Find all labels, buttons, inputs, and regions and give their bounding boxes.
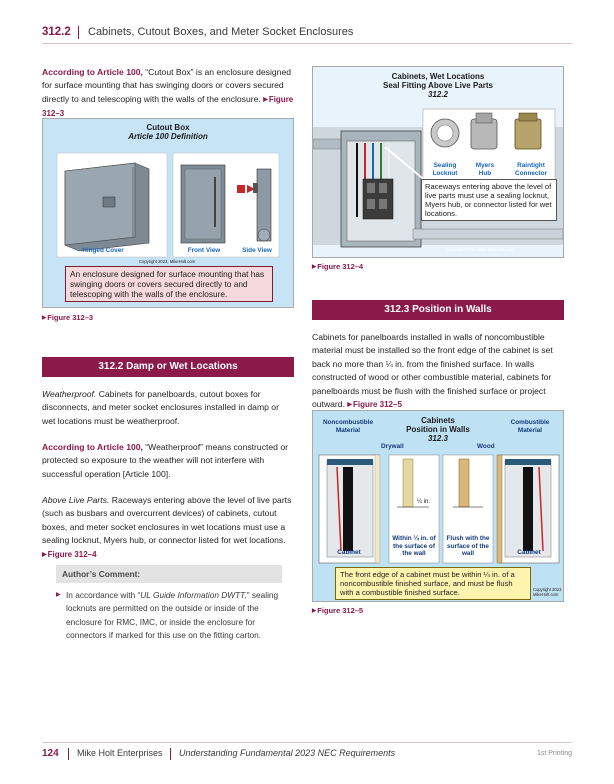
printing-edition: 1st Printing [536, 750, 572, 757]
figure-312-3 [42, 118, 294, 308]
header-title: Cabinets, Cutout Boxes, and Meter Socket Enclosures [88, 26, 354, 38]
footer-divider [170, 748, 171, 760]
figure-copyright: Copyright 2023, www.MikeHolt.com [447, 247, 514, 252]
raintight-connector-label: Raintight Connector [515, 162, 547, 177]
footer-rule [42, 742, 572, 743]
noncombustible-material-label: Noncombustible Material [322, 419, 374, 434]
paragraph-lead: According to Article 100, [42, 67, 143, 77]
header-rule [42, 43, 572, 44]
figure-title-line1: Cabinets, Wet Locations [391, 72, 485, 81]
paragraph-text: “Weatherproof” means constructed or protected so exposure to the weather will not interfere with successful operation [Article 100]. [42, 442, 288, 479]
figure-copyright: Copyright 2023, MikeHolt.com [139, 259, 196, 264]
within-quarter-inch-label: Within ¼ in. of the surface of the wall [392, 535, 436, 557]
figure-title-line2: Seal Fitting Above Live Parts [383, 81, 493, 90]
drywall-label: Drywall [381, 443, 404, 450]
paragraph-lead: Weatherproof. [42, 389, 97, 399]
figure-caption-312-3: ▶ Figure 312–3 [42, 313, 93, 322]
author-comment-pre: In accordance with “ [66, 590, 141, 600]
figure-reference-link[interactable]: ▶ Figure 312–3 [42, 95, 293, 118]
flush-with-surface-label: Flush with the surface of the wall [446, 535, 490, 557]
book-title: Understanding Fundamental 2023 NEC Requirements [179, 748, 396, 758]
hinged-cover-label: Hinged Cover [82, 247, 124, 254]
figure-title-line1: Cabinets [421, 416, 455, 425]
author-comment-post: ” sealing locknuts are permitted on the outside or inside of the enclosure for RMC, IMC, or inside the enclosure for connectors if marked for this use on the fitting carton. [66, 590, 279, 641]
paragraph-text: Cabinets for panelboards, cutout boxes for disconnects, and meter socket enclosures installed in damp or wet locations must be weatherproof. [42, 389, 279, 426]
paragraph-lead: Above Live Parts. [42, 495, 110, 505]
figure-312-4 [312, 66, 564, 258]
paragraph-lead: According to Article 100, [42, 442, 143, 452]
page-number: 124 [42, 748, 59, 759]
bullet-icon: ▶ [56, 592, 61, 598]
author-comment-text [66, 589, 284, 643]
figure-subtitle: 312.3 [427, 434, 449, 443]
combustible-material-label: Combustible Material [510, 419, 550, 434]
section-heading-312-3: 312.3 Position in Walls [312, 300, 564, 320]
switch-on-label: ON [231, 181, 237, 186]
publisher-name: Mike Holt Enterprises [77, 748, 163, 758]
figure-copyright: Copyright 2023 MikeHolt.com [533, 587, 562, 597]
section-heading-312-2: 312.2 Damp or Wet Locations [42, 357, 294, 377]
myers-hub-label: Myers Hub [475, 162, 495, 177]
wood-label: Wood [477, 443, 495, 450]
header-section-number: 312.2 [42, 26, 71, 38]
paragraph-above-live-parts [42, 494, 294, 562]
side-view-label: Side View [242, 247, 272, 254]
paragraph-position-in-walls [312, 331, 564, 412]
paragraph-text: Raceways entering above the level of live parts (such as busbars and overcurrent devices) of cabinets, cutout boxes, and meter socket enclosures in wet locations must use a sealing locknut, Myers hub, or connector listed for wet locations. [42, 495, 292, 546]
figure-callout: An enclosure designed for surface mounting that has swinging doors or covers secured directly to and telescoping with the walls of the enclosure. [65, 266, 273, 302]
paragraph-weatherproof [42, 388, 294, 428]
figure-312-5 [312, 410, 564, 602]
figure-reference-link[interactable]: ▶ Figure 312–5 [347, 400, 402, 409]
figure-callout: The front edge of a cabinet must be within ¼ in. of a noncombustible finished surface, and must be flush with a combustible finished surface. [335, 567, 531, 600]
paragraph-text: Cabinets for panelboards installed in walls of noncombustible material must be installed so the front edge of the cabinet is set back no more than ¼ in. from the finished surface. In walls constructed of wood or other combustible material, cabinets for panelboards must be flush with the finished surface or project outward. [312, 332, 553, 410]
figure-callout: Raceways entering above the level of live parts must use a sealing locknut, Myers hub, or connector listed for wet locations. [421, 179, 557, 221]
author-comment-title: Author’s Comment: [56, 565, 282, 583]
figure-caption-312-4: ▶ Figure 312–4 [312, 262, 363, 271]
header-divider [78, 26, 79, 39]
paragraph-cutout-box [42, 66, 294, 121]
figure-title: Cutout Box [146, 123, 190, 132]
page-footer [42, 748, 572, 762]
author-comment-italic: UL Guide Information DWTT, [140, 590, 247, 600]
footer-divider [68, 748, 69, 760]
switch-off-label: OFF [231, 207, 239, 212]
front-view-label: Front View [187, 247, 221, 254]
figure-subtitle: 312.2 [427, 90, 449, 99]
figure-title-line2: Position in Walls [406, 425, 470, 434]
cabinet-right-label: Cabinet [517, 549, 541, 556]
figure-reference-link[interactable]: ▶ Figure 312–4 [42, 550, 97, 559]
paragraph-text: “Cutout Box” is an enclosure designed for surface mounting that has swinging doors or covers secured directly to and telescoping with the walls of the enclosure. [42, 67, 292, 104]
paragraph-weatherproof-definition [42, 441, 294, 481]
cabinet-left-label: Cabinet [337, 549, 361, 556]
quarter-inch-label: ¼ in. [417, 499, 431, 505]
sealing-locknut-label: Sealing Locknut [432, 162, 458, 177]
figure-caption-312-5: ▶ Figure 312–5 [312, 606, 363, 615]
figure-subtitle: Article 100 Definition [128, 132, 208, 141]
